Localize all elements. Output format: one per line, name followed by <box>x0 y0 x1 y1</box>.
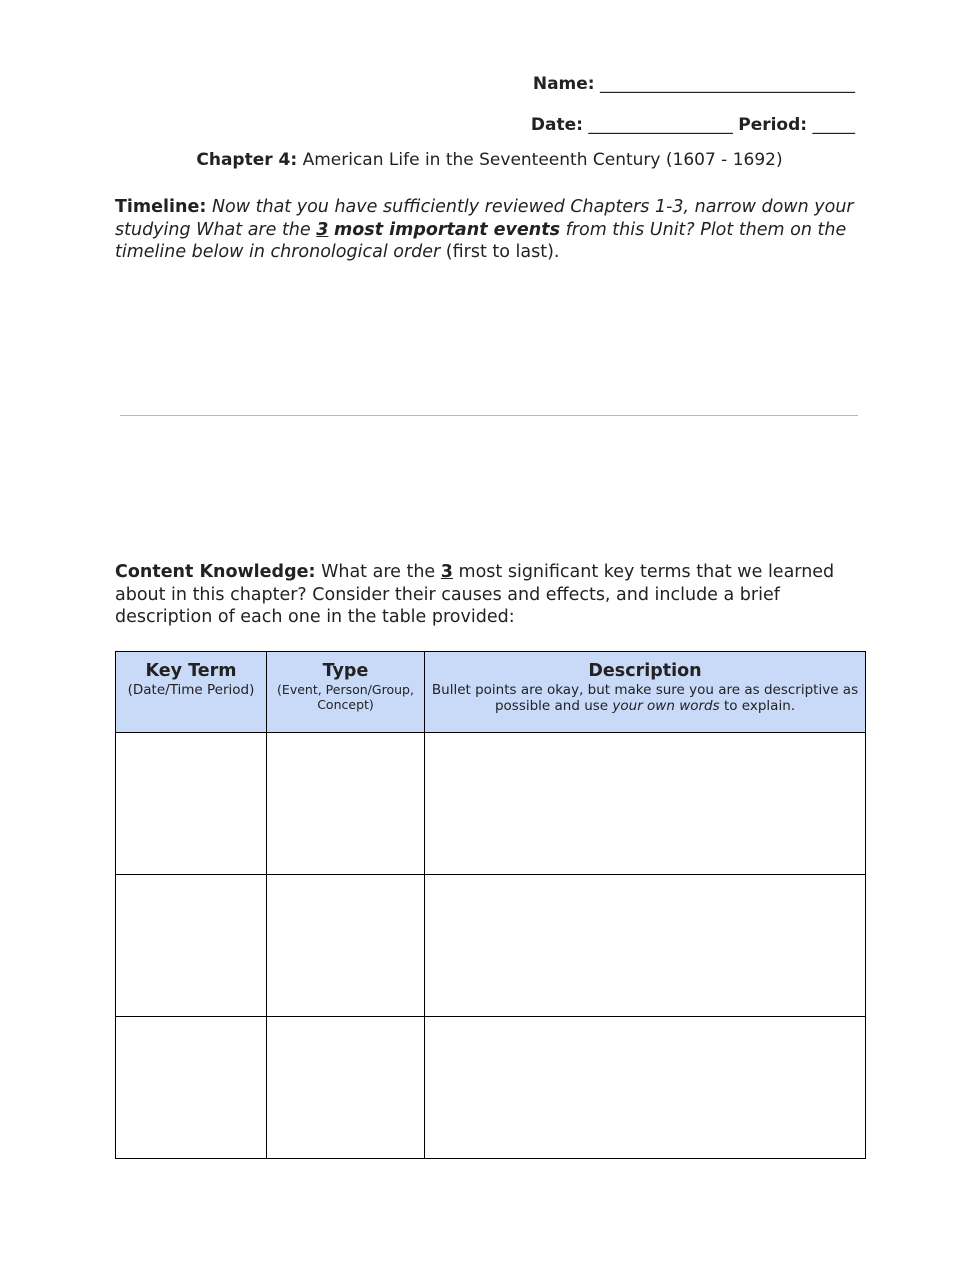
name-line <box>533 74 855 94</box>
timeline-line <box>120 415 858 416</box>
key-term-title: Key Term <box>145 661 237 681</box>
date-label: Date: <box>530 115 583 135</box>
key-term-cell[interactable] <box>116 875 267 1017</box>
timeline-number: 3 <box>316 219 329 240</box>
content-knowledge-label: Content Knowledge: <box>115 562 316 582</box>
timeline-instructions <box>115 196 860 264</box>
description-subtitle-1: Bullet points are okay, but make sure you are as descriptive as possible and use <box>431 682 859 714</box>
content-knowledge-text-1: What are the <box>321 562 436 582</box>
type-cell[interactable] <box>267 875 425 1017</box>
chapter-label: Chapter 4: <box>196 150 298 170</box>
date-field[interactable]: _________________ <box>588 115 733 135</box>
timeline-text-2: from this Unit? Plot them on the timeline below in chronological order <box>115 219 847 262</box>
key-term-cell[interactable] <box>116 1017 267 1159</box>
description-title: Description <box>588 661 702 681</box>
key-term-header <box>116 652 267 733</box>
description-cell[interactable] <box>425 875 866 1017</box>
timeline-emphasis: most important events <box>334 219 561 240</box>
date-period-line <box>531 115 855 135</box>
type-cell[interactable] <box>267 733 425 875</box>
chapter-title <box>0 150 979 170</box>
key-terms-table <box>115 651 866 1159</box>
name-label: Name: <box>532 74 595 94</box>
description-cell[interactable] <box>425 1017 866 1159</box>
content-knowledge-instructions <box>115 561 860 629</box>
period-field[interactable]: _____ <box>812 115 855 135</box>
name-field[interactable]: ______________________________ <box>600 74 855 94</box>
description-subtitle-2: to explain. <box>723 698 796 714</box>
table-row <box>116 875 866 1017</box>
timeline-label: Timeline: <box>115 197 207 217</box>
table-header-row <box>116 652 866 733</box>
table-row <box>116 733 866 875</box>
type-cell[interactable] <box>267 1017 425 1159</box>
description-cell[interactable] <box>425 733 866 875</box>
content-knowledge-number: 3 <box>440 562 453 582</box>
timeline-text-3: (first to last). <box>445 242 560 262</box>
type-subtitle: (Event, Person/Group, Concept) <box>277 682 414 712</box>
type-title: Type <box>322 661 369 681</box>
key-term-cell[interactable] <box>116 733 267 875</box>
content-knowledge-text-2: most significant key terms that we learned about in this chapter? Consider their causes and effects, and include a brief description of each one in the table provided: <box>115 562 835 627</box>
chapter-name: American Life in the Seventeenth Century (1607 - 1692) <box>302 150 783 170</box>
table-row <box>116 1017 866 1159</box>
timeline-text-1: Now that you have sufficiently reviewed Chapters 1-3, narrow down your studying What are the <box>115 197 854 240</box>
description-subtitle-em: your own words <box>612 698 720 714</box>
period-label: Period: <box>738 115 808 135</box>
type-header <box>267 652 425 733</box>
description-subtitle <box>429 682 861 714</box>
key-term-subtitle: (Date/Time Period) <box>127 682 255 698</box>
description-header <box>425 652 866 733</box>
